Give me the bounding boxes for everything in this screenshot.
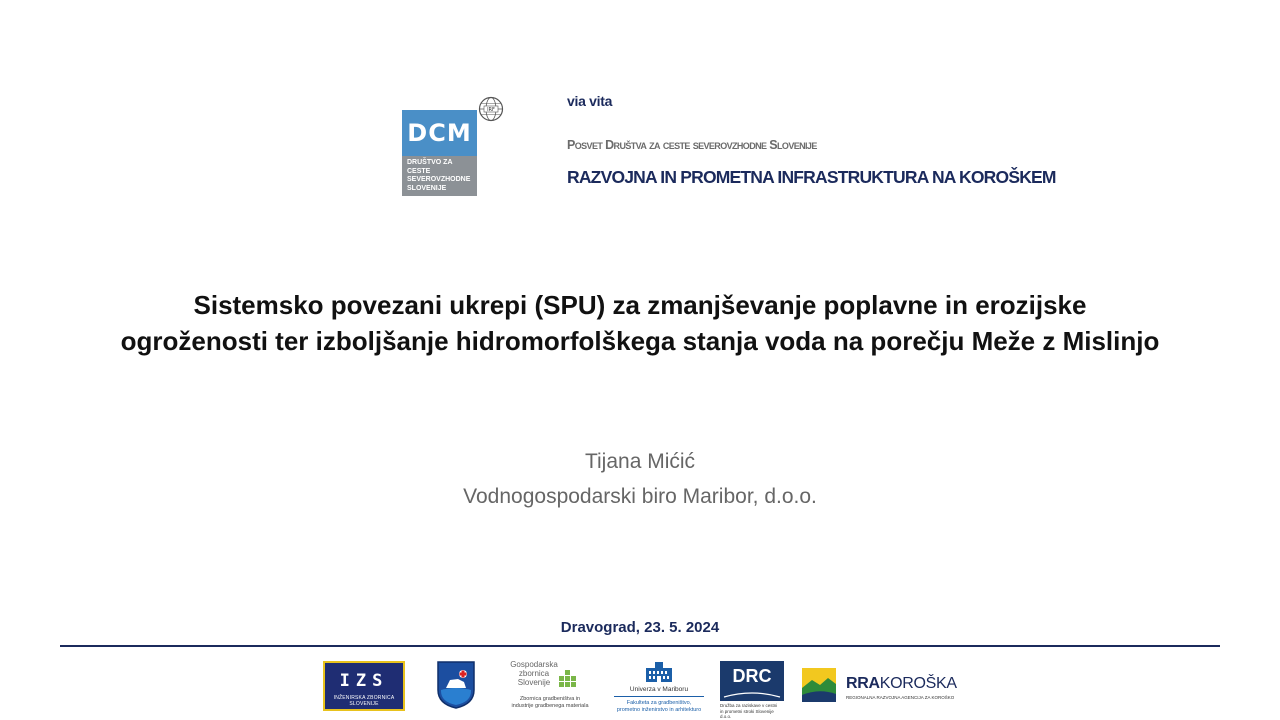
university-building-icon xyxy=(644,660,674,684)
via-vita-label: via vita xyxy=(567,93,613,109)
rra-koroska-logo: RRAKOROŠKA REGIONALNA RAZVOJNA AGENCIJA ZA KOROŠKO xyxy=(802,668,962,708)
author-company: Vodnogospodarski biro Maribor, d.o.o. xyxy=(463,485,817,508)
dcm-logo-text: DCM xyxy=(402,110,477,156)
drc-logo: DRC Družba za raziskave v cestni in prometni stroki Slovenije d.o.o. xyxy=(720,661,784,713)
drc-logo-box: DRC xyxy=(720,661,784,701)
posvet-subtitle: Posvet Društva za ceste severovzhodne Slovenije xyxy=(567,138,817,152)
conference-title: RAZVOJNA IN PROMETNA INFRASTRUKTURA NA KOROŠKEM xyxy=(567,167,1056,187)
municipal-crest-icon xyxy=(436,660,476,710)
dcm-logo xyxy=(402,110,477,196)
gzs-grid-icon xyxy=(559,670,577,688)
izs-logo: IZS INŽENIRSKA ZBORNICA SLOVENIJE xyxy=(323,661,405,711)
globe-emblem-icon xyxy=(478,96,504,122)
date-location: Dravograd, 23. 5. 2024 xyxy=(560,619,720,636)
dcm-logo-subtitle: DRUŠTVO ZA CESTE SEVEROVZHODNE SLOVENIJE xyxy=(402,156,477,196)
rra-mountain-icon xyxy=(802,668,836,702)
gzs-logo: Gospodarska zbornica Slovenije Zbornica gradbeništva in industrije gradbenega materiala xyxy=(510,660,589,709)
author-name: Tijana Mićić xyxy=(584,450,696,473)
svg-text:IRF: IRF xyxy=(487,107,495,113)
um-logo: Univerza v Mariboru Fakulteta za gradbeništvo, prometno inženirstvo in arhitekturo xyxy=(614,660,704,714)
presentation-title: Sistemsko povezani ukrepi (SPU) za zmanjševanje poplavne in erozijske ogroženosti ter izboljšanje hidromorfolškega stanja voda na porečju Meže z Mislinjo xyxy=(120,290,1160,356)
footer-divider xyxy=(60,645,1220,647)
